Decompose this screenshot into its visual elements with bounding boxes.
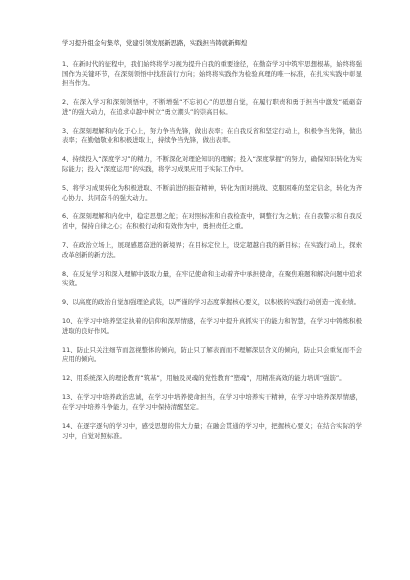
paragraph-2: 2、在深入学习和深刻领悟中，不断增强“不忘初心”的思想自觉，在履行职责和勇于担当中激发“砥砺奋进”的强大动力，在追求卓越中树立“勇立潮头”的崇高目标。 — [62, 98, 362, 116]
paragraph-7: 7、在政治立场上，展现感恩奋进的新境界；在目标定位上，设定超越自我的新目标；在实践行动上，探索改革创新的新方法。 — [62, 241, 362, 259]
paragraph-8: 8、在反复学习和深入理解中汲取力量，在牢记使命和主动着齐中承担使命，在聚焦难题和解决问题中追求实效。 — [62, 269, 362, 288]
paragraph-10: 10、在学习中培养坚定执着的信仰和深厚情感，在学习中提升真抓实干的能力和智慧，在学习中铸炼积极进取的良好作风。 — [62, 317, 362, 335]
document-title: 学习提升组金句集萃，党建引领发展新思路，实践担当铸就新辉煌 — [62, 39, 248, 47]
paragraph-11: 11、防止只关注细节而忽视整体的倾向，防止只了解表面而不理解深层含义的倾向，防止只会重复而不会应用的倾向。 — [62, 345, 362, 364]
paragraph-13: 13、在学习中培养政治忠诚，在学习中培养使命担当，在学习中培养实干精神，在学习中培养深厚情感，在学习中培养斗争能力，在学习中保持清醒坚定。 — [62, 393, 362, 411]
paragraph-list — [62, 60, 362, 441]
paragraph-4: 4、持续投入“深度学习”的精力，不断深化对理论知识的理解；投入“深度掌握”的努力，确保知识转化为实际能力；投入“深度运用”的实践，将学习成果应用于实际工作中。 — [62, 155, 362, 173]
paragraph-12: 12、用系统深入的理论教育“筑基”，用触及灵魂的党性教育“塑魂”，用精准高效的能力培训“强筋”。 — [62, 374, 346, 383]
paragraph-1: 1、在新时代的征程中，我们始终将学习视为提升自我的重要途径，在勤奋学习中筑牢思想根基，始终将强国作为关键环节，在深刻领悟中找准前行方向；始终将实践作为检验真理的唯一标准，在扎实实践中彰显担当作为。 — [62, 60, 362, 88]
paragraph-6: 6、在深刻理解和内化中，稳定思想之舵；在对照标准和自我检查中，调整行为之航；在自我警示和自我反省中，保持自律之心；在积极行动和有效作为中，勇担责任之重。 — [62, 212, 362, 231]
paragraph-14: 14、在逐字逐句的学习中，感受思想的伟大力量；在融会贯通的学习中，把握核心要义；在结合实际的学习中，自觉对照标准。 — [62, 421, 362, 440]
paragraph-3: 3、在深刻理解和内化于心上，努力争当先锋，做出表率；在自我反省和坚定行动上，积极争当先锋，做出表率；在勤勉敬业和积极进取上，持续争当先锋，做出表率。 — [62, 126, 362, 145]
paragraph-9: 9、以高度的政治自觉加强理论武装，以严谨的学习态度掌握核心要义，以积极的实践行动创造一流业绩。 — [62, 298, 361, 307]
paragraph-5: 5、将学习成果转化为积极进取、不断前进的振奋精神，转化为面对挑战、克服困难的坚定信念，转化为齐心协力、共同奋斗的强大动力。 — [62, 183, 362, 202]
